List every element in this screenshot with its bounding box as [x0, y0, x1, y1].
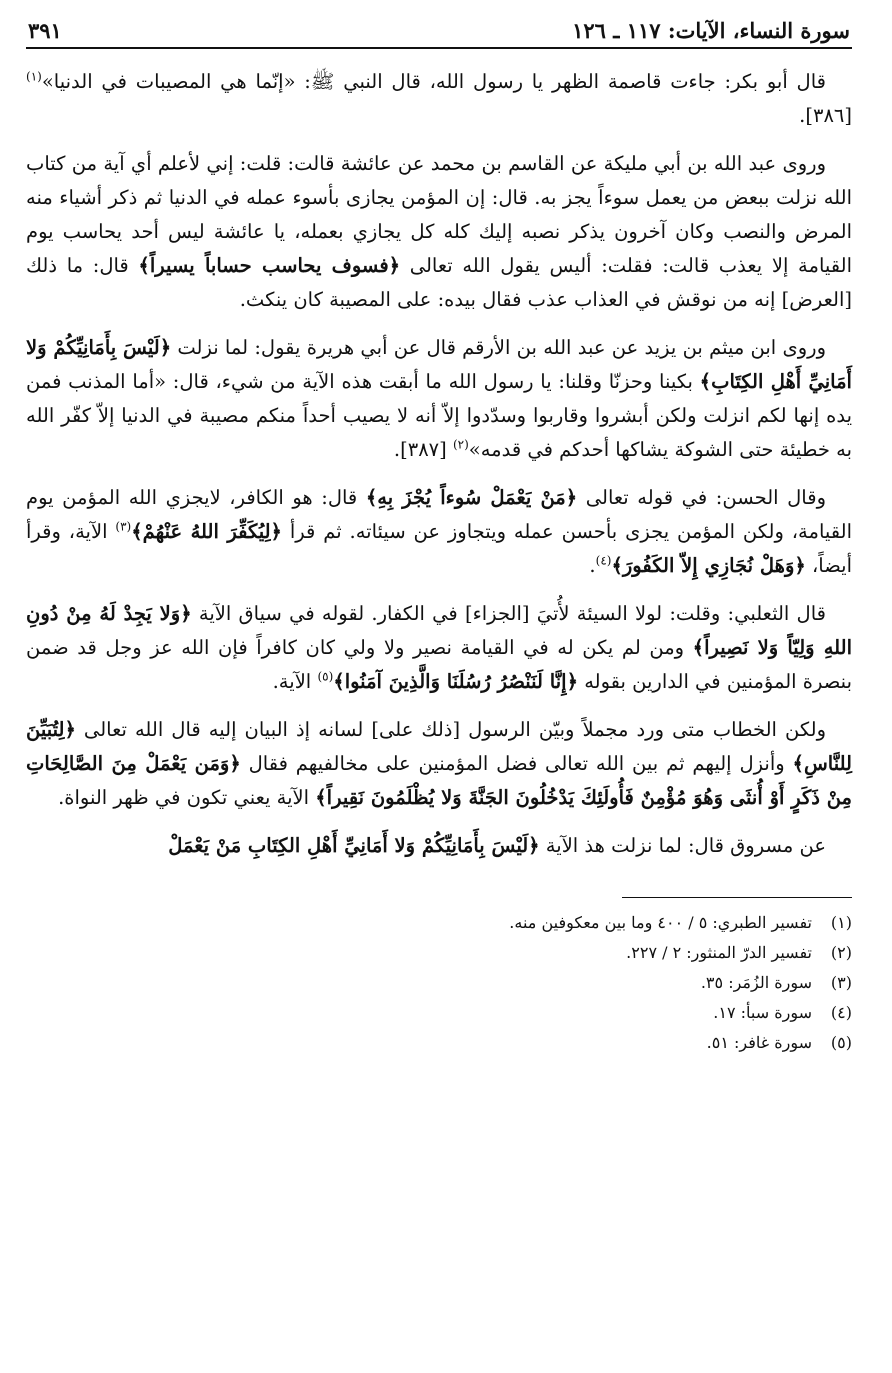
footnote-ref: (٢)	[452, 437, 469, 452]
footnote-text: تفسير الطبري: ٥ / ٤٠٠ وما بين معكوفين منه.	[509, 913, 812, 932]
text-run: الآية.	[272, 670, 318, 693]
footnote	[26, 968, 852, 998]
footnote-number: (٤)	[830, 1003, 852, 1022]
footnote-number: (٢)	[830, 943, 852, 962]
page-number: ٣٩١	[28, 18, 62, 43]
footnote-number: (٥)	[830, 1033, 852, 1052]
quran-verse: ﴿فسوف يحاسب حساباً يسيراً﴾	[138, 254, 401, 277]
footnote-text: تفسير الدرّ المنثور: ٢ / ٢٢٧.	[626, 943, 812, 962]
paragraph	[26, 829, 852, 863]
text-run: عن مسروق قال: لما نزلت هذ الآية	[539, 834, 826, 857]
footnote	[26, 908, 852, 938]
paragraph	[26, 147, 852, 317]
text-run: الآية، وقرأ أيضاً،	[26, 520, 852, 577]
paragraph	[26, 331, 852, 467]
paragraph	[26, 65, 852, 133]
text-run: الآية يعني تكون في ظهر النواة.	[58, 786, 316, 809]
footnote	[26, 1028, 852, 1058]
quran-verse: ﴿وَلا يَجِدْ لَهُ مِنْ دُونِ اللهِ وَلِيّاً وَلا نَصِيراً﴾	[26, 602, 852, 659]
text-run: ومن لم يكن له في القيامة نصير ولا ولي كان كافراً فإن الله عز وجل قد ضمن بنصرة المؤمنين في الدارين بقوله	[26, 636, 852, 693]
text-run: وأنزل إليهم ثم بين الله تعالى فضل المؤمنين على مخالفيهم فقال	[240, 752, 793, 775]
footnote-text: سورة الزُمَر: ٣٥.	[700, 973, 812, 992]
text-run: وروى ابن ميثم بن يزيد عن عبد الله بن الأرقم قال عن أبي هريرة يقول: لما نزلت	[171, 336, 826, 359]
text-run: ولكن الخطاب متى ورد مجملاً وبيّن الرسول [ذلك على] لسانه إذ البيان إليه قال الله تعالى	[75, 718, 826, 741]
text-run: قال أبو بكر: جاءت قاصمة الظهر يا رسول الله، قال النبي ﷺ: «إنّما هي المصيبات في الدنيا»	[41, 70, 826, 93]
quran-verse: ﴿وَهَلْ نُجَازِي إِلاّ الكَفُورَ﴾	[611, 554, 806, 577]
quran-verse: ﴿لَيْسَ بِأَمَانِيِّكُمْ وَلا أَمَانِيِّ أَهْلِ الكِتَابِ مَنْ يَعْمَلْ	[168, 834, 540, 857]
footnote-text: سورة سبأ: ١٧.	[713, 1003, 812, 1022]
surah-title: سورة النساء، الآيات: ١١٧ ـ ١٢٦	[572, 18, 850, 43]
footnote	[26, 938, 852, 968]
text-run: قال: هو الكافر، لايجزي الله المؤمن يوم القيامة، ولكن المؤمن يجزى بأحسن عمله ويتجاوز عن سيئاته. ثم قرأ	[26, 486, 852, 543]
text-run: [٣٨٧].	[393, 438, 453, 461]
quran-verse: ﴿إِنَّا لَنَنْصُرُ رُسُلَنَا وَالَّذِينَ آمَنُوا﴾	[333, 670, 578, 693]
text-run: وقال الحسن: في قوله تعالى	[577, 486, 826, 509]
quran-verse: ﴿مَنْ يَعْمَلْ سُوءاً يُجْزَ بِهِ﴾	[365, 486, 578, 509]
footnote-number: (١)	[830, 913, 852, 932]
footnote-ref: (٤)	[595, 553, 612, 568]
footnote-ref: (٣)	[115, 519, 132, 534]
footnote-divider	[622, 897, 852, 898]
footnote-ref: (٥)	[317, 669, 334, 684]
paragraph	[26, 481, 852, 583]
main-text	[26, 65, 852, 863]
text-run: وروى عبد الله بن أبي مليكة عن القاسم بن محمد عن عائشة قالت: قلت: إني لأعلم أي آية من كتاب الله نزلت ببعض من يعمل سوءاً يجز به. قال: إن المؤمن يجازى بأسوء عمله في الدنيا ثم ذكر أشياء منه المرض والنصب وكان آخرون يذكر نصبه إليك كله كل يجازي بعمله، يا عائشة ليس أحد يحاسب يوم القيامة إلا يعذب قالت: فقلت: أليس يقول الله تعالى	[26, 152, 853, 277]
page-header	[26, 18, 852, 49]
text-run: بكينا وحزنّا وقلنا: يا رسول الله ما أبقت هذه الآية من شيء، قال: «أما المذنب فمن يده إنها لكم انزلت ولكن أبشروا وقاربوا وسدّدوا إلاّ أنه لا يصيب أحداً منكم مصيبة في الدنيا إلاّ كفّر الله به خطيئة حتى الشوكة يشاكها أحدكم في قدمه»	[26, 370, 852, 461]
text-run: قال: ما ذلك [العرض] إنه من نوقش في العذاب عذب فقال بيده: على المصيبة كان ينكث.	[26, 254, 852, 311]
paragraph	[26, 713, 852, 815]
text-run: قال الثعلبي: وقلت: لولا السيئة لأُتيَ [الجزاء] في الكفار. لقوله في سياق الآية	[191, 602, 826, 625]
footnote-number: (٣)	[830, 973, 852, 992]
footnote	[26, 998, 852, 1028]
text-run: .	[589, 554, 596, 577]
footnotes	[26, 908, 852, 1058]
quran-verse: ﴿لِتُبَيِّنَ لِلنَّاسِ﴾	[26, 718, 852, 775]
quran-verse: ﴿لِيُكَفِّرَ اللهُ عَنْهُمْ﴾	[131, 520, 282, 543]
footnote-ref: (١)	[26, 69, 42, 84]
quran-verse: ﴿وَمَن يَعْمَلْ مِنَ الصَّالِحَاتِ مِنْ ذَكَرٍ أَوْ أُنثَى وَهُوَ مُؤْمِنٌ فَأُولَئِكَ يَدْخُلُونَ الجَنَّةَ وَلا يُظْلَمُونَ نَقِيراً﴾	[26, 752, 852, 809]
footnote-text: سورة غافر: ٥١.	[706, 1033, 812, 1052]
text-run: [٣٨٦].	[799, 104, 852, 127]
quran-verse: ﴿لَيْسَ بِأَمَانِيِّكُمْ وَلا أَمَانِيِّ أَهْلِ الكِتَابِ﴾	[26, 336, 852, 393]
paragraph	[26, 597, 852, 699]
